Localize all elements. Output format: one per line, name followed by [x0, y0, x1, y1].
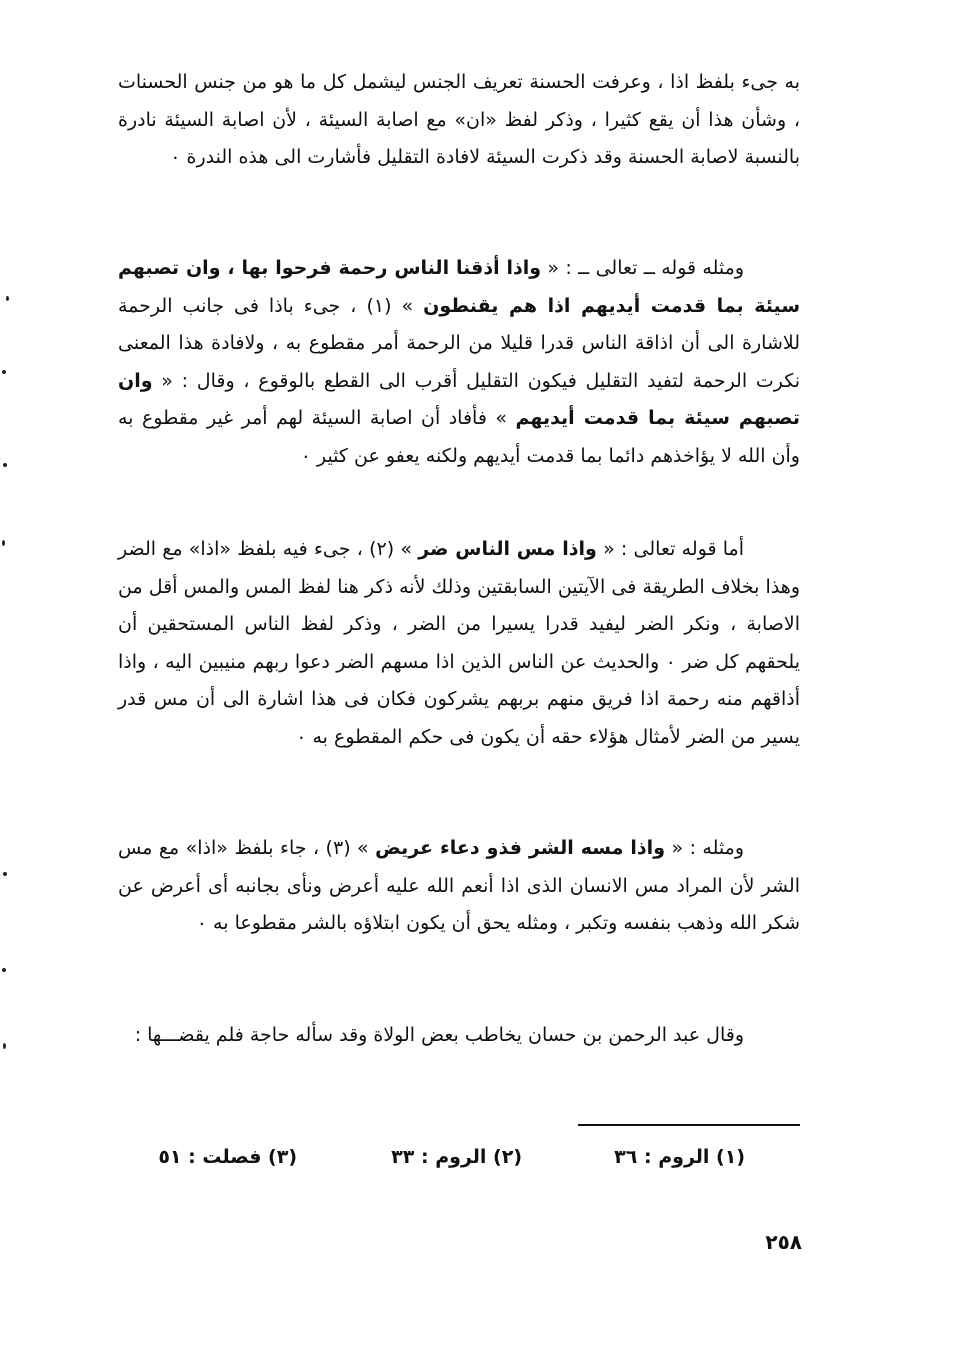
quran-quote-1: واذا أذقنا الناس رحمة فرحوا بها ، وان تصبهم سيئة بما قدمت أيديهم اذا هم يقنطون: [118, 257, 801, 317]
scan-speck: [2, 968, 6, 972]
quran-quote-3: واذا مس الناس ضر: [418, 538, 597, 560]
footnote-3: (٣) فصلت : ٥١: [158, 1146, 297, 1168]
paragraph-2-intro: ومثله قوله ــ تعالى ــ : «: [547, 257, 744, 279]
paragraph-1-text: به جىء بلفظ اذا ، وعرفت الحسنة تعريف الجنس ليشمل كل ما هو من جنس الحسنات ، وشأن هذا أن يقع كثيرا ، وذكر لفظ «ان» مع اصابة السيئة ، لأن اصابة السيئة نادرة بالنسبة لاصابة الحسنة وقد ذكرت السيئة لافادة التقليل فأشارت الى هذه الندرة ٠: [118, 71, 800, 168]
paragraph-2-commentary: » (١) ، جىء باذا فى جانب الرحمة للاشارة الى أن اذاقة الناس قدرا قليلا من الرحمة أمر مقطوع به ، ولافادة هذا المعنى نكرت الرحمة لتفيد التقليل فيكون التقليل أقرب الى القطع بالوقوع ، وقال : «: [118, 294, 801, 392]
paragraph-4: [118, 830, 800, 943]
paragraph-4-commentary: » (٣) ، جاء بلفظ «اذا» مع مس الشر لأن المراد مس الانسان الذى اذا أنعم الله عليه أعرض ونأى بجانبه أى أعرض عن شكر الله وذهب بنفسه وتكبر ، ومثله يحق أن يكون ابتلاؤه بالشر مقطوعا به ٠: [118, 837, 800, 934]
footnotes: [130, 1146, 745, 1186]
quran-quote-4: واذا مسه الشر فذو دعاء عريض: [375, 837, 666, 859]
paragraph-4-intro: ومثله : «: [671, 837, 744, 859]
quran-quote-2: وان تصبهم سيئة بما قدمت أيديهم: [118, 369, 800, 429]
scan-speck: [3, 463, 7, 467]
paragraph-2-conclusion: » فأفاد أن اصابة السيئة لهم أمر غير مقطوع به وأن الله لا يؤاخذهم دائما بما قدمت أيديهم ولكنه يعفو عن كثير ٠: [118, 407, 800, 467]
scan-speck: [3, 1043, 6, 1049]
paragraph-3-intro: أما قوله تعالى : «: [603, 538, 745, 560]
paragraph-3-commentary: » (٢) ، جىء فيه بلفظ «اذا» مع الضر وهذا بخلاف الطريقة فى الآيتين السابقتين وذلك لأنه ذكر هنا لفظ المس والمس أقل من الاصابة ، ونكر الضر ليفيد قدرا يسيرا من الضر ، وذكر لفظ الناس المستحقين أن يلحقهم كل ضر ٠ والحديث عن الناس الذين اذا مسهم الضر دعوا ربهم منيبين اليه ، واذا أذاقهم منه رحمة اذا فريق منهم بربهم يشركون فكان فى هذا اشارة الى أن مس قدر يسير من الضر لأمثال هؤلاء حقه أن يكون فى حكم المقطوع به ٠: [118, 538, 801, 748]
footnote-1: (١) الروم : ٣٦: [614, 1146, 745, 1168]
scan-speck: [2, 370, 6, 374]
page-number: ٢٥٨: [765, 1230, 802, 1254]
footnote-2: (٢) الروم : ٣٣: [391, 1146, 522, 1168]
footnote-separator: [578, 1124, 800, 1126]
paragraph-3: [118, 531, 800, 756]
paragraph-1: [118, 64, 800, 177]
paragraph-2: [118, 250, 800, 475]
scan-speck: [3, 872, 7, 876]
paragraph-5-text: وقال عبد الرحمن بن حسان يخاطب بعض الولاة وقد سأله حاجة فلم يقضـــها :: [134, 1024, 744, 1046]
paragraph-5: [118, 1017, 800, 1055]
scan-speck: [6, 296, 9, 301]
scan-speck: [2, 540, 5, 546]
